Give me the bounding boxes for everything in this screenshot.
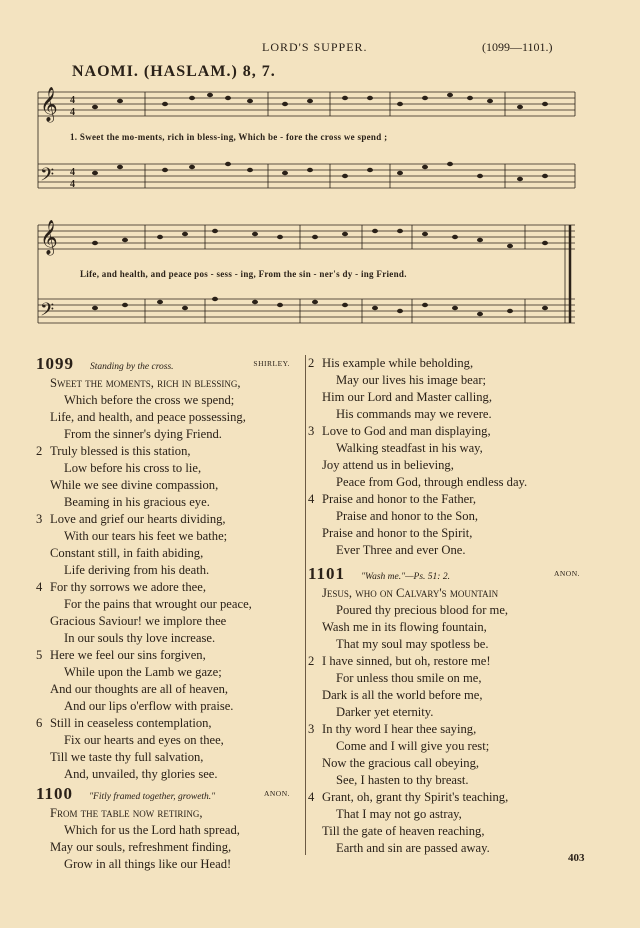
hymn-number: 1099 — [36, 354, 74, 373]
verse-line: Life deriving from his death. — [64, 563, 210, 577]
verse-line: And our lips o'erflow with praise. — [64, 699, 234, 713]
stanza — [36, 805, 302, 873]
verse-line: His commands may we revere. — [336, 407, 492, 421]
verse-line: Earth and sin are passed away. — [336, 841, 490, 855]
stanza — [36, 511, 302, 579]
stanza-number: 4 — [308, 492, 315, 506]
verse-line: Jesus, who on Calvary's mountain — [322, 586, 499, 600]
verse-line: For the pains that wrought our peace, — [64, 597, 252, 611]
verse-line: Dark is all the world before me, — [322, 688, 483, 702]
hymn-subtitle: "Fitly framed together, groweth." — [89, 792, 216, 802]
running-title: LORD'S SUPPER. — [262, 40, 368, 54]
verse-line: 4 Grant, oh, grant thy Spirit's teaching, — [308, 790, 509, 804]
verse-line: Sweet the moments, rich in blessing, — [50, 376, 241, 390]
verse-line: While we see divine compassion, — [50, 478, 219, 492]
verse-line: Wash me in its flowing fountain, — [322, 620, 487, 634]
left-column — [36, 355, 302, 873]
verse-line: And, unvailed, thy glories see. — [64, 767, 218, 781]
verse-line: Peace from God, through endless day. — [336, 475, 528, 489]
verse-line: Now the gracious call obeying, — [322, 756, 480, 770]
music-system-1 — [0, 82, 640, 202]
verse-line: Walking steadfast in his way, — [336, 441, 483, 455]
stanza — [36, 647, 302, 715]
verse-line: And our thoughts are all of heaven, — [50, 682, 229, 696]
verse-line: Ever Three and ever One. — [336, 543, 466, 557]
lyrics-line-2: Life, and health, and peace pos - sess - ing, From the sin - ner's dy - ing Friend. — [80, 269, 407, 279]
stanza-number: 3 — [308, 424, 315, 438]
verse-line: Joy attend us in believing, — [322, 458, 454, 472]
verse-line: 3 Love and grief our hearts dividing, — [36, 512, 226, 526]
verse-line: That my soul may spotless be. — [336, 637, 489, 651]
stanza-number: 3 — [36, 512, 43, 526]
stanza-number: 2 — [308, 356, 315, 370]
lyrics-line-1: 1. Sweet the mo-ments, rich in bless-ing, Which be - fore the cross we spend ; — [70, 132, 388, 142]
verse-line: May our lives his image bear; — [336, 373, 487, 387]
hymn-1099-heading — [36, 355, 302, 375]
stanza-number: 6 — [36, 716, 43, 730]
hymn-number: 1101 — [308, 564, 346, 583]
stanza — [308, 491, 608, 559]
column-divider — [305, 355, 306, 855]
verse-line: Praise and honor to the Spirit, — [322, 526, 473, 540]
stanza — [308, 423, 608, 491]
verse-line: Which before the cross we spend; — [64, 393, 235, 407]
verse-line: For unless thou smile on me, — [336, 671, 482, 685]
tune-title: NAOMI. (HASLAM.) 8, 7. — [72, 63, 276, 80]
hymn-1101-heading — [308, 565, 608, 585]
verse-line: With our tears his feet we bathe; — [64, 529, 228, 543]
verse-line: Constant still, in faith abiding, — [50, 546, 204, 560]
hymn-1100-text-part2 — [308, 355, 608, 559]
svg-text:4: 4 — [70, 167, 75, 178]
stanza — [36, 715, 302, 783]
hymn-subtitle: Standing by the cross. — [90, 362, 174, 372]
stanza — [308, 653, 608, 721]
hymn-source: SHIRLEY. — [253, 359, 290, 368]
hymn-1101-text — [308, 585, 608, 857]
verse-line: Grow in all things like our Head! — [64, 857, 232, 871]
verse-line: Darker yet eternity. — [336, 705, 434, 719]
stanza — [308, 721, 608, 789]
stanza — [36, 579, 302, 647]
verse-line: Him our Lord and Master calling, — [322, 390, 492, 404]
svg-text:4: 4 — [70, 95, 75, 106]
stanza-number: 4 — [36, 580, 43, 594]
hymn-1099-text — [36, 375, 302, 783]
stanza-number: 5 — [36, 648, 43, 662]
verse-line: Gracious Saviour! we implore thee — [50, 614, 227, 628]
svg-text:𝄞: 𝄞 — [40, 87, 58, 122]
hymn-number: 1100 — [36, 784, 74, 803]
verse-line: Poured thy precious blood for me, — [336, 603, 509, 617]
stanza — [308, 355, 608, 423]
svg-text:𝄢: 𝄢 — [40, 165, 55, 190]
verse-line: See, I hasten to thy breast. — [336, 773, 469, 787]
hymn-subtitle: "Wash me."—Ps. 51: 2. — [361, 572, 450, 582]
verse-line: 5 Here we feel our sins forgiven, — [36, 648, 206, 662]
verse-line: Till we taste thy full salvation, — [50, 750, 204, 764]
verse-line: From the sinner's dying Friend. — [64, 427, 222, 441]
verse-line: That I may not go astray, — [336, 807, 462, 821]
stanza — [36, 375, 302, 443]
verse-line: 2 I have sinned, but oh, restore me! — [308, 654, 491, 668]
verse-line: 2 Truly blessed is this station, — [36, 444, 191, 458]
hymn-source: ANON. — [553, 569, 580, 578]
svg-text:𝄞: 𝄞 — [40, 220, 58, 255]
stanza-number: 2 — [308, 654, 315, 668]
verse-line: May our souls, refreshment finding, — [50, 840, 232, 854]
verse-line: In our souls thy love increase. — [64, 631, 216, 645]
verse-line: Low before his cross to lie, — [64, 461, 202, 475]
hymn-1100-text-part1 — [36, 805, 302, 873]
verse-line: From the table now retiring, — [50, 806, 203, 820]
verse-line: 4 For thy sorrows we adore thee, — [36, 580, 206, 594]
verse-line: Fix our hearts and eyes on thee, — [64, 733, 224, 747]
verse-line: 2 His example while beholding, — [308, 356, 474, 370]
hymn-1100-heading — [36, 785, 302, 805]
verse-line: 4 Praise and honor to the Father, — [308, 492, 477, 506]
verse-line: Come and I will give you rest; — [336, 739, 490, 753]
verse-line: Till the gate of heaven reaching, — [322, 824, 485, 838]
verse-line: 3 Love to God and man displaying, — [308, 424, 491, 438]
verse-line: Praise and honor to the Son, — [336, 509, 479, 523]
verse-line: 6 Still in ceaseless contemplation, — [36, 716, 212, 730]
svg-text:4: 4 — [70, 179, 75, 190]
verse-line: Life, and health, and peace possessing, — [50, 410, 246, 424]
svg-text:𝄢: 𝄢 — [40, 300, 55, 325]
stanza-number: 4 — [308, 790, 315, 804]
verse-line: While upon the Lamb we gaze; — [64, 665, 222, 679]
hymn-source: ANON. — [263, 789, 290, 798]
verse-line: 3 In thy word I hear thee saying, — [308, 722, 477, 736]
verse-line: Which for us the Lord hath spread, — [64, 823, 240, 837]
page-number: 403 — [568, 852, 585, 864]
stanza-number: 2 — [36, 444, 43, 458]
verse-line: Beaming in his gracious eye. — [64, 495, 210, 509]
right-column — [308, 355, 608, 857]
stanza-number: 3 — [308, 722, 315, 736]
stanza — [308, 789, 608, 857]
hymn-range: (1099—1101.) — [482, 40, 553, 54]
stanza — [36, 443, 302, 511]
stanza — [308, 585, 608, 653]
svg-text:4: 4 — [70, 107, 75, 118]
